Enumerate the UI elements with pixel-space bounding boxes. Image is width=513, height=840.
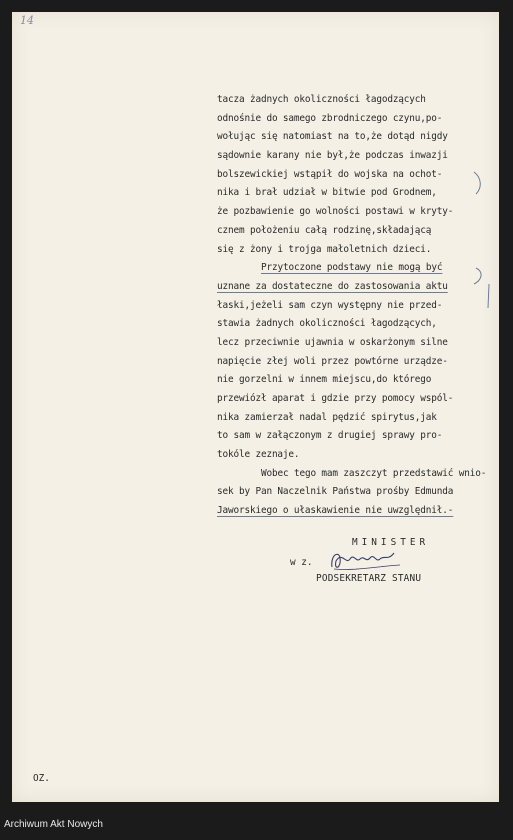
paragraph-line: Przytoczone podstawy nie mogą być — [261, 262, 443, 274]
paragraph-line: sek by Pan Naczelnik Państwa prośby Edmunda — [217, 486, 454, 498]
paragraph-line: uznane za dostateczne do zastosowania aktu — [217, 280, 448, 292]
body-line: nika i brał udział w bitwie pod Grodnem, — [217, 187, 437, 199]
paragraph-line: tokóle zeznaje. — [217, 449, 300, 461]
pencil-bracket-mark — [468, 168, 488, 288]
body-line: odnośnie do samego zbrodniczego czynu,po- — [217, 112, 443, 124]
signature-role: PODSEKRETARZ STANU — [316, 573, 422, 584]
paragraph-line: stawia żadnych okoliczności łagodzących, — [217, 318, 437, 330]
paragraph-line: Jaworskiego o ułaskawienie nie uwzględnił.- — [217, 505, 454, 517]
paragraph-line: to sam w załączonym z drugiej sprawy pro- — [217, 430, 443, 442]
reference-mark: OZ. — [33, 773, 50, 784]
body-line: wołując się natomiast na to,że dotąd nigdy — [217, 131, 448, 143]
paragraph-line: łaski,jeżeli sam czyn występny nie przed- — [217, 299, 443, 311]
paragraph-line: przewiózł aparat i gdzie przy pomocy wspól- — [217, 393, 454, 404]
archive-footer: Archiwum Akt Nowych — [4, 819, 103, 830]
body-line: tacza żadnych okoliczności łagodzących — [217, 94, 426, 105]
body-line: się z żony i trojga małoletnich dzieci. — [217, 243, 432, 255]
paragraph-line: nika zamierzał nadal pędzić spirytus,jak — [217, 411, 437, 423]
body-line: bolszewickiej wstąpił do wojska na ochot- — [217, 168, 443, 180]
pencil-tick-mark — [484, 282, 494, 312]
handwritten-signature — [312, 545, 412, 575]
body-line: sądownie karany nie był,że podczas inwazji — [217, 150, 448, 162]
folio-number: 14 — [20, 14, 34, 27]
document-body — [217, 91, 492, 521]
paragraph-line: napięcie złej woli przez powtórne urządze- — [217, 355, 448, 367]
signature-wz: w z. — [290, 557, 313, 568]
paragraph-line: Wobec tego mam zaszczyt przedstawić wnio- — [261, 467, 487, 479]
paragraph-line: nie gorzelni w innem miejscu,do którego — [217, 374, 432, 386]
body-line: cznem położeniu całą rodzinę,składającą — [217, 224, 432, 236]
paragraph-line: lecz przeciwnie ujawnia w oskarżonym silne — [217, 336, 448, 348]
signature-title: MINISTER — [352, 537, 430, 548]
body-line: że pozbawienie go wolności postawi w kryty- — [217, 206, 454, 218]
